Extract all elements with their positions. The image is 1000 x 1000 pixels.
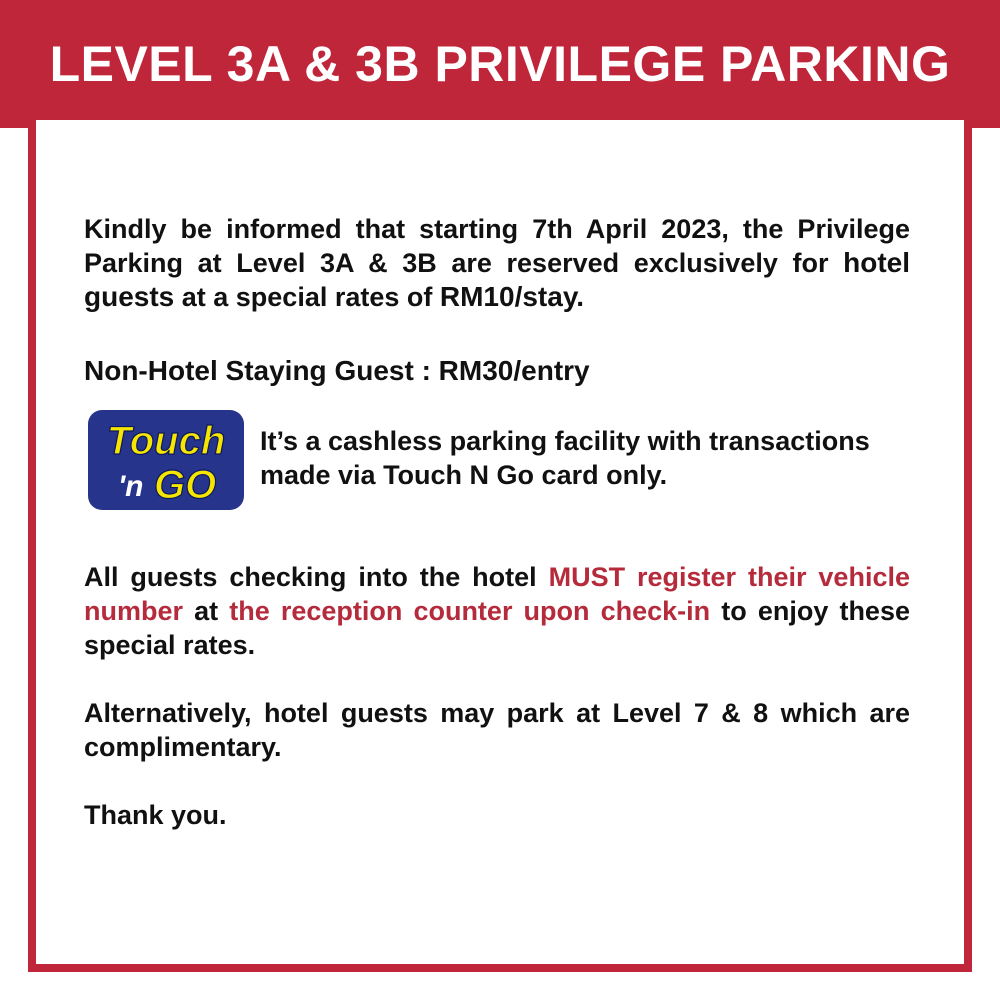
registration-text-3: to enjoy these special rates. — [84, 596, 910, 660]
intro-paragraph — [84, 212, 910, 314]
registration-paragraph — [84, 560, 910, 662]
closing-text: Thank you. — [84, 800, 227, 830]
non-hotel-rate: Non-Hotel Staying Guest : RM30/entry — [84, 355, 590, 386]
touch-n-go-logo-go: GO — [154, 463, 217, 507]
notice-title: LEVEL 3A & 3B PRIVILEGE PARKING — [49, 36, 951, 92]
touch-n-go-text: It’s a cashless parking facility with transactions made via Touch N Go card only. — [260, 426, 870, 490]
touch-n-go-row — [84, 410, 910, 510]
intro-hotel-guests: hotel guests — [84, 247, 910, 312]
notice-body — [84, 212, 910, 832]
touch-n-go-logo-line-1: Touch — [106, 419, 226, 463]
intro-text-2: at a special rates of — [174, 282, 440, 312]
notice-header — [0, 0, 1000, 128]
registration-reception-counter: the reception counter upon check-in — [229, 596, 711, 626]
alternative-paragraph: Alternatively, hotel guests may park at Level 7 & 8 which are complimentary. — [84, 698, 910, 762]
intro-rate: RM10/stay. — [439, 281, 585, 312]
touch-n-go-logo-n: 'n — [118, 470, 144, 503]
registration-text-1: All guests checking into the hotel — [84, 562, 549, 592]
intro-text-1: Kindly be informed that starting 7th April 2023, the Privilege Parking at Level 3A & 3B are reserved exclusively for — [84, 214, 910, 278]
touch-n-go-logo-icon — [88, 410, 244, 510]
registration-must-register: MUST register their vehicle number — [84, 562, 910, 626]
registration-text-2: at — [183, 596, 230, 626]
